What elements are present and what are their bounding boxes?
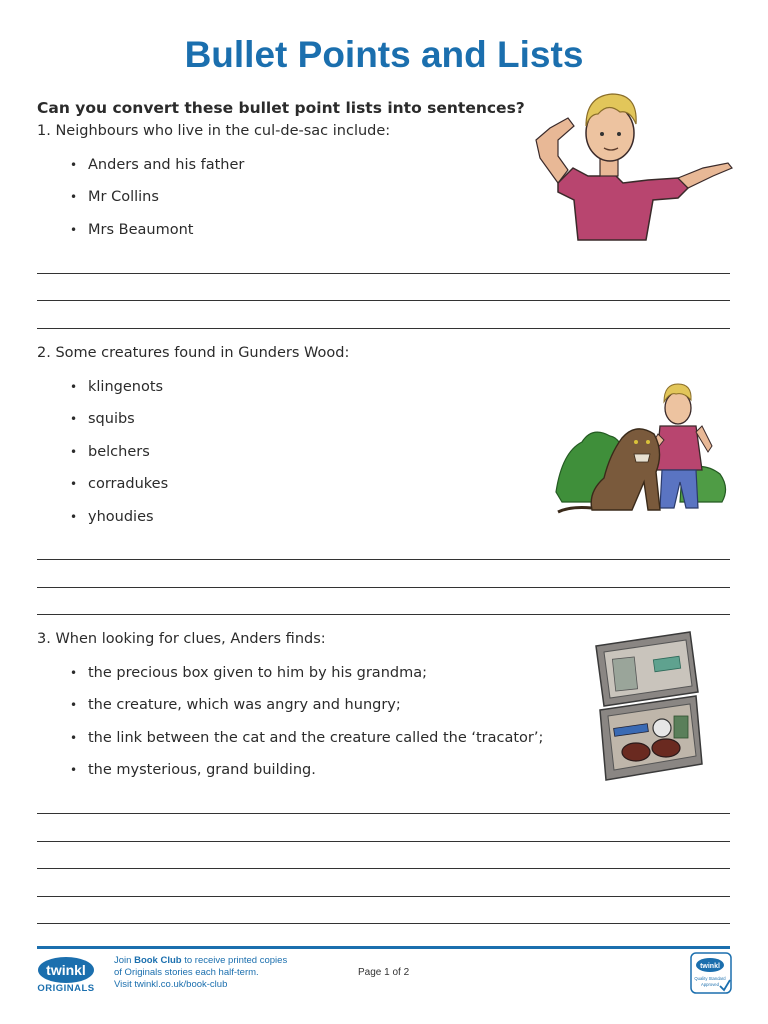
footer-rule bbox=[37, 946, 730, 949]
page-title: Bullet Points and Lists bbox=[184, 34, 584, 75]
list-item: • klingenots bbox=[70, 378, 168, 410]
answer-line bbox=[37, 559, 730, 560]
question-3-list bbox=[70, 664, 543, 794]
boy-with-big-cat-illustration bbox=[552, 342, 730, 518]
list-item: • Mr Collins bbox=[70, 188, 244, 220]
promo-line1-suffix: to receive printed copies bbox=[181, 955, 288, 966]
instruction-text: Can you convert these bullet point lists into sentences? bbox=[37, 99, 525, 117]
page-number: Page 1 of 2 bbox=[358, 967, 410, 978]
badge-text-1: Quality Standard bbox=[694, 976, 726, 981]
answer-line bbox=[37, 300, 730, 301]
promo-prefix: Join bbox=[114, 955, 135, 966]
list-item: • Mrs Beaumont bbox=[70, 221, 244, 253]
answer-line bbox=[37, 273, 730, 274]
list-item: • the creature, which was angry and hungry; bbox=[70, 696, 543, 728]
list-item: • yhoudies bbox=[70, 508, 168, 540]
boy-shrugging-illustration bbox=[528, 88, 734, 244]
promo-line2: of Originals stories each half-term. bbox=[114, 967, 259, 978]
list-item: • belchers bbox=[70, 443, 168, 475]
question-3-heading: 3. When looking for clues, Anders finds: bbox=[37, 631, 326, 647]
twinkl-originals-logo bbox=[37, 955, 97, 993]
list-item: • the link between the cat and the creature called the ‘tracator’; bbox=[70, 729, 543, 761]
list-item: • the mysterious, grand building. bbox=[70, 761, 543, 793]
list-item: • corradukes bbox=[70, 475, 168, 507]
list-item: • the precious box given to him by his grandma; bbox=[70, 664, 543, 696]
badge-brand-text: twinkl bbox=[700, 963, 720, 970]
book-club-promo bbox=[114, 955, 287, 991]
answer-line bbox=[37, 328, 730, 329]
question-2-heading: 2. Some creatures found in Gunders Wood: bbox=[37, 345, 350, 361]
logo-brand-text: twinkl bbox=[46, 962, 86, 978]
quality-standard-badge bbox=[690, 952, 732, 994]
question-2-list bbox=[70, 378, 168, 540]
promo-book-club[interactable]: Book Club bbox=[134, 955, 182, 966]
answer-line bbox=[37, 923, 730, 924]
answer-line bbox=[37, 841, 730, 842]
promo-line3[interactable]: Visit twinkl.co.uk/book-club bbox=[114, 979, 228, 990]
answer-line bbox=[37, 868, 730, 869]
question-1-heading: 1. Neighbours who live in the cul-de-sac include: bbox=[37, 123, 391, 139]
answer-line bbox=[37, 896, 730, 897]
question-1-list bbox=[70, 156, 244, 253]
list-item: • squibs bbox=[70, 410, 168, 442]
answer-line bbox=[37, 587, 730, 588]
logo-originals-text: ORIGINALS bbox=[37, 983, 95, 993]
answer-line bbox=[37, 614, 730, 615]
answer-line bbox=[37, 813, 730, 814]
badge-text-2: Approved bbox=[701, 982, 719, 987]
list-item: • Anders and his father bbox=[70, 156, 244, 188]
open-tin-box-illustration bbox=[592, 628, 704, 784]
